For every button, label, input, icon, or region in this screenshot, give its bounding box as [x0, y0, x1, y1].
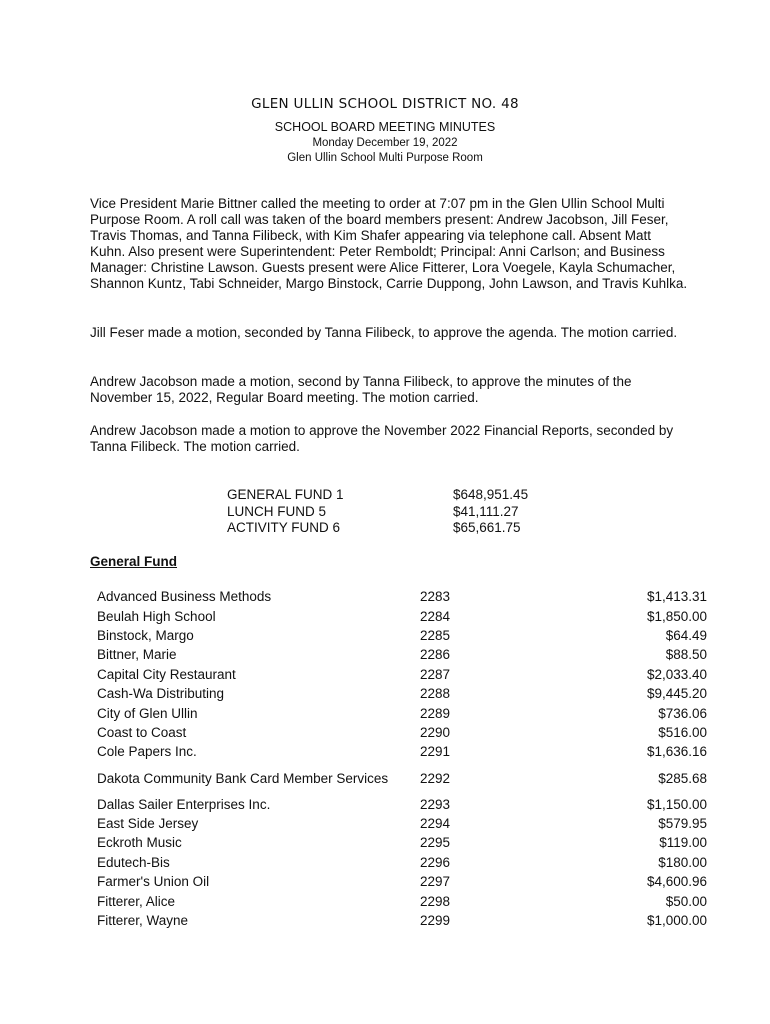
fund-row	[227, 504, 573, 521]
vendor-name: Eckroth Music	[97, 835, 182, 851]
check-amount: $1,850.00	[646, 608, 707, 624]
table-row	[97, 891, 707, 910]
check-number: 2287	[420, 666, 451, 682]
fund-name: ACTIVITY FUND 6	[227, 520, 341, 535]
check-amount: $1,413.31	[646, 589, 707, 605]
check-amount: $9,445.20	[646, 686, 707, 702]
vendor-name: Capital City Restaurant	[97, 666, 236, 682]
vendor-name: Dakota Community Bank Card Member Services	[97, 770, 389, 786]
table-row	[97, 814, 707, 833]
general-fund-table	[97, 587, 707, 930]
financial-motion-paragraph: Andrew Jacobson made a motion to approve the November 2022 Financial Reports, seconded by Tanna Filibeck. The motion carried.	[90, 423, 674, 454]
fund-row	[227, 487, 573, 504]
table-row	[97, 665, 707, 684]
minutes-motion-paragraph: Andrew Jacobson made a motion, second by Tanna Filibeck, to approve the minutes of the November 15, 2022, Regular Board meeting. The motion carried.	[90, 374, 632, 405]
check-number: 2293	[420, 796, 451, 812]
table-row	[97, 853, 707, 872]
check-amount: $4,600.96	[646, 874, 707, 890]
fund-row	[227, 520, 573, 537]
meeting-location: Glen Ullin School Multi Purpose Room	[287, 152, 483, 164]
check-amount: $1,636.16	[646, 744, 707, 760]
check-amount: $736.06	[658, 705, 707, 721]
call-to-order-paragraph: Vice President Marie Bittner called the meeting to order at 7:07 pm in the Glen Ullin School Multi Purpose Room. A roll call was taken of the board members present: Andrew Jacobson, Jill Feser, Travis Thomas, and Tanna Filibeck, with Kim Shafer appearing via telephone call. Absent Matt Kuhn. Also present were Superintendent: Peter Remboldt; Principal: Anni Carlson; and Business Manager: Christine Lawson. Guests present were Alice Fitterer, Lora Voegele, Kayla Schumacher, Shannon Kuntz, Tabi Schneider, Margo Binstock, Carrie Duppong, John Lawson, and Travis Kuhlka.	[90, 196, 688, 291]
check-amount: $88.50	[665, 647, 707, 663]
check-number: 2292	[420, 770, 451, 786]
check-amount: $579.95	[658, 816, 707, 832]
table-row	[97, 684, 707, 703]
vendor-name: City of Glen Ullin	[97, 705, 198, 721]
table-row	[97, 606, 707, 625]
check-number: 2284	[420, 608, 451, 624]
table-row	[97, 587, 707, 606]
check-amount: $516.00	[658, 724, 707, 740]
document-title: SCHOOL BOARD MEETING MINUTES	[274, 120, 496, 134]
table-row	[97, 626, 707, 645]
check-amount: $50.00	[665, 893, 707, 909]
check-amount: $64.49	[665, 627, 707, 643]
check-number: 2286	[420, 647, 451, 663]
check-number: 2296	[420, 854, 451, 870]
check-number: 2290	[420, 724, 451, 740]
vendor-name: East Side Jersey	[97, 816, 199, 832]
district-name: GLEN ULLIN SCHOOL DISTRICT NO. 48	[251, 96, 519, 112]
vendor-name: Coast to Coast	[97, 724, 187, 740]
table-row	[97, 703, 707, 722]
check-number: 2291	[420, 744, 451, 760]
vendor-name: Dallas Sailer Enterprises Inc.	[97, 796, 271, 812]
check-number: 2299	[420, 913, 451, 929]
check-number: 2283	[420, 589, 451, 605]
check-amount: $285.68	[658, 770, 707, 786]
agenda-motion-paragraph: Jill Feser made a motion, seconded by Tanna Filibeck, to approve the agenda. The motion carried.	[90, 325, 678, 340]
check-number: 2294	[420, 816, 451, 832]
table-row	[97, 911, 707, 930]
check-amount: $180.00	[658, 854, 707, 870]
check-number: 2285	[420, 627, 451, 643]
fund-summary	[227, 487, 573, 537]
vendor-name: Beulah High School	[97, 608, 216, 624]
check-amount: $119.00	[659, 835, 707, 851]
fund-name: LUNCH FUND 5	[227, 503, 327, 519]
fund-amount: $41,111.27	[453, 503, 519, 519]
vendor-name: Advanced Business Methods	[97, 589, 272, 605]
vendor-name: Farmer's Union Oil	[97, 874, 210, 890]
check-number: 2297	[420, 874, 451, 890]
fund-name: GENERAL FUND 1	[227, 487, 344, 502]
table-row	[97, 645, 707, 664]
vendor-name: Cole Papers Inc.	[97, 744, 197, 760]
table-row	[97, 795, 707, 814]
check-number: 2295	[420, 835, 451, 851]
vendor-name: Bittner, Marie	[97, 647, 177, 663]
vendor-name: Fitterer, Wayne	[97, 913, 189, 929]
vendor-name: Cash-Wa Distributing	[97, 686, 225, 702]
table-row	[97, 742, 707, 761]
check-number: 2288	[420, 686, 451, 702]
table-row	[97, 872, 707, 891]
table-row	[97, 723, 707, 742]
table-row	[97, 762, 707, 795]
check-amount: $1,000.00	[646, 913, 707, 929]
table-row	[97, 833, 707, 852]
vendor-name: Fitterer, Alice	[97, 893, 176, 909]
fund-amount: $65,661.75	[453, 520, 521, 535]
check-number: 2289	[420, 705, 451, 721]
check-amount: $1,150.00	[646, 796, 707, 812]
check-amount: $2,033.40	[646, 666, 707, 682]
meeting-date: Monday December 19, 2022	[312, 137, 458, 149]
vendor-name: Edutech-Bis	[97, 854, 170, 870]
fund-amount: $648,951.45	[453, 487, 529, 502]
general-fund-heading: General Fund	[90, 554, 178, 569]
vendor-name: Binstock, Margo	[97, 627, 194, 643]
check-number: 2298	[420, 893, 451, 909]
